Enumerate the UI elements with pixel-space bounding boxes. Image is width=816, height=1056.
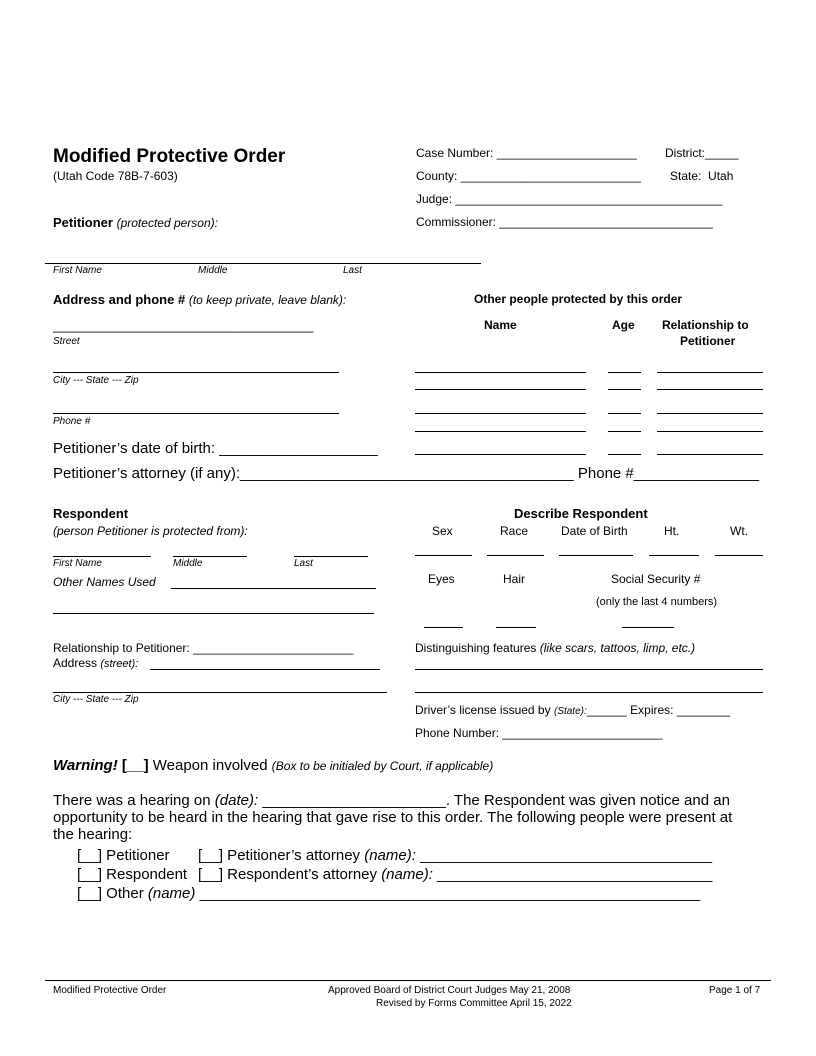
- address-heading: [53, 292, 346, 307]
- respondent-middle-line[interactable]: [173, 556, 247, 557]
- other-person-name-line[interactable]: [415, 431, 586, 432]
- license-field[interactable]: [415, 703, 730, 717]
- hearing-line-3: the hearing:: [53, 826, 133, 843]
- dob-label: Date of Birth: [561, 524, 628, 538]
- ssn-note: (only the last 4 numbers): [596, 596, 718, 608]
- height-label: Ht.: [664, 524, 680, 538]
- petitioner-name-line[interactable]: [45, 263, 481, 264]
- petitioner-present-checkbox[interactable]: [__] Petitioner: [77, 847, 170, 864]
- footer-divider: [45, 980, 771, 981]
- state-label: State:: [670, 169, 702, 183]
- features-line-2[interactable]: [415, 692, 763, 693]
- relationship-field[interactable]: Relationship to Petitioner: ________________________: [53, 641, 354, 655]
- respondent-first-name-line[interactable]: [53, 556, 151, 557]
- other-person-relationship-line[interactable]: [657, 454, 763, 455]
- other-person-age-line[interactable]: [608, 431, 641, 432]
- petitioner-attorney-field[interactable]: Petitioner’s attorney (if any):________________________________________ Phone #_______________: [53, 465, 759, 482]
- other-name-note: (name): [147, 885, 196, 902]
- features-line[interactable]: [415, 669, 763, 670]
- license-blank: ______: [586, 703, 627, 717]
- height-line[interactable]: [649, 555, 699, 556]
- other-person-name-line[interactable]: [415, 389, 586, 390]
- weapon-note: (Box to be initialed by Court, if applicable): [271, 759, 494, 773]
- page-number: Page 1 of 7: [709, 985, 761, 996]
- respondent-attorney-name-note: (name):: [381, 866, 433, 883]
- petitioner-heading-note: (protected person):: [116, 216, 218, 230]
- ssn-label: Social Security #: [611, 572, 701, 586]
- respondent-address-note: (street):: [100, 658, 139, 670]
- petitioner-heading: [53, 215, 218, 230]
- warning-label: Warning!: [53, 757, 118, 774]
- other-person-name-line[interactable]: [415, 372, 586, 373]
- commissioner-field[interactable]: Commissioner: ________________________________: [416, 215, 713, 229]
- other-present[interactable]: [77, 885, 700, 902]
- hair-line[interactable]: [496, 627, 536, 628]
- hearing-date-field[interactable]: ______________________. The Respondent was given notice and an: [262, 792, 730, 809]
- race-line[interactable]: [487, 555, 544, 556]
- sex-line[interactable]: [415, 555, 472, 556]
- other-person-relationship-line[interactable]: [657, 372, 763, 373]
- petitioner-attorney-name-note: (name):: [364, 847, 416, 864]
- sex-label: Sex: [432, 524, 453, 538]
- address-heading-note: (to keep private, leave blank):: [188, 293, 347, 307]
- other-person-age-line[interactable]: [608, 454, 641, 455]
- petitioner-heading-label: Petitioner: [53, 215, 113, 230]
- petitioner-dob-field[interactable]: Petitioner’s date of birth: ___________________: [53, 440, 378, 457]
- judge-field[interactable]: Judge: ________________________________________: [416, 192, 723, 206]
- respondent-address-label: [53, 656, 138, 670]
- features-note: (like scars, tattoos, limp, etc.): [539, 641, 696, 655]
- other-person-relationship-line[interactable]: [657, 413, 763, 414]
- respondent-address-text: Address: [53, 656, 98, 670]
- eyes-label: Eyes: [428, 572, 455, 586]
- petitioner-phone-line[interactable]: [53, 413, 339, 414]
- petitioner-city-caption: City --- State --- Zip: [53, 375, 139, 386]
- respondent-address-line[interactable]: [150, 669, 380, 670]
- other-person-name-line[interactable]: [415, 413, 586, 414]
- case-number-field[interactable]: Case Number: _____________________: [416, 146, 637, 160]
- respondent-heading-note: (person Petitioner is protected from):: [53, 524, 248, 538]
- other-person-age-line[interactable]: [608, 372, 641, 373]
- features-label: [415, 641, 695, 655]
- petitioner-first-name-caption: First Name: [53, 265, 102, 276]
- features-label-text: Distinguishing features: [415, 641, 537, 655]
- other-person-age-line[interactable]: [608, 413, 641, 414]
- street-line[interactable]: ____________________________________: [53, 318, 314, 333]
- weapon-checkbox[interactable]: [__]: [121, 757, 149, 774]
- other-person-name-line[interactable]: [415, 454, 586, 455]
- eyes-line[interactable]: [424, 627, 463, 628]
- weapon-warning: [53, 757, 493, 774]
- petitioner-attorney-checkbox[interactable]: [__] Petitioner’s attorney: [198, 847, 361, 864]
- other-people-relationship-header: Relationship to: [662, 318, 749, 332]
- respondent-first-name-caption: First Name: [53, 558, 102, 569]
- describe-heading: Describe Respondent: [514, 506, 648, 521]
- other-people-heading: Other people protected by this order: [474, 292, 683, 306]
- race-label: Race: [500, 524, 529, 538]
- other-names-label: Other Names Used: [53, 575, 156, 589]
- respondent-present-checkbox[interactable]: [__] Respondent: [77, 866, 188, 883]
- state-field: [670, 169, 733, 183]
- hearing-line-2: opportunity to be heard in the hearing that gave rise to this order. The following people were present at: [53, 809, 733, 826]
- petitioner-last-caption: Last: [343, 265, 362, 276]
- petitioner-city-line[interactable]: [53, 372, 339, 373]
- footer-left: Modified Protective Order: [53, 985, 167, 996]
- dob-line[interactable]: [559, 555, 633, 556]
- hearing-line-1: [53, 792, 730, 809]
- weapon-text: Weapon involved: [152, 757, 268, 774]
- weight-line[interactable]: [715, 555, 763, 556]
- other-people-relationship-header-2: Petitioner: [680, 334, 736, 348]
- county-field[interactable]: County: ___________________________: [416, 169, 641, 183]
- other-person-age-line[interactable]: [608, 389, 641, 390]
- weight-label: Wt.: [730, 524, 748, 538]
- footer-revised: Revised by Forms Committee April 15, 2022: [376, 998, 572, 1009]
- other-name-line[interactable]: ____________________________________________________________: [199, 885, 701, 902]
- district-field[interactable]: District:_____: [665, 146, 739, 160]
- hearing-date-note: (date):: [214, 792, 259, 809]
- other-person-relationship-line[interactable]: [657, 389, 763, 390]
- other-people-age-header: Age: [612, 318, 635, 332]
- respondent-city-line[interactable]: [53, 692, 387, 693]
- expires-field: Expires: ________: [630, 703, 731, 717]
- respondent-last-line[interactable]: [294, 556, 368, 557]
- petitioner-middle-caption: Middle: [198, 265, 228, 276]
- respondent-heading: Respondent: [53, 506, 129, 521]
- respondent-middle-caption: Middle: [173, 558, 203, 569]
- page-subtitle: (Utah Code 78B-7-603): [53, 169, 178, 183]
- phone-number-field[interactable]: Phone Number: ________________________: [415, 726, 663, 740]
- address-heading-label: Address and phone #: [53, 292, 186, 307]
- street-caption: Street: [53, 336, 80, 347]
- page-title: Modified Protective Order: [53, 146, 286, 167]
- other-names-line[interactable]: [171, 588, 376, 589]
- license-state-note: (State):: [553, 706, 587, 717]
- other-names-line-2[interactable]: [53, 613, 374, 614]
- petitioner-attorney-name-line[interactable]: ___________________________________: [420, 847, 713, 864]
- other-person-relationship-line[interactable]: [657, 431, 763, 432]
- petitioner-attorney-present[interactable]: [198, 847, 712, 864]
- other-present-checkbox[interactable]: [__] Other: [77, 885, 144, 902]
- respondent-last-caption: Last: [294, 558, 313, 569]
- petitioner-phone-caption: Phone #: [53, 416, 91, 427]
- respondent-attorney-name-line[interactable]: _________________________________: [437, 866, 713, 883]
- respondent-attorney-checkbox[interactable]: [__] Respondent’s attorney: [198, 866, 378, 883]
- state-value: Utah: [708, 169, 734, 183]
- other-people-name-header: Name: [484, 318, 517, 332]
- hearing-text-a: There was a hearing on: [53, 792, 211, 809]
- license-label: Driver’s license issued by: [415, 703, 551, 717]
- respondent-attorney-present[interactable]: [198, 866, 712, 883]
- respondent-city-caption: City --- State --- Zip: [53, 694, 139, 705]
- ssn-line[interactable]: [622, 627, 674, 628]
- hair-label: Hair: [503, 572, 526, 586]
- footer-approved: Approved Board of District Court Judges May 21, 2008: [328, 985, 571, 996]
